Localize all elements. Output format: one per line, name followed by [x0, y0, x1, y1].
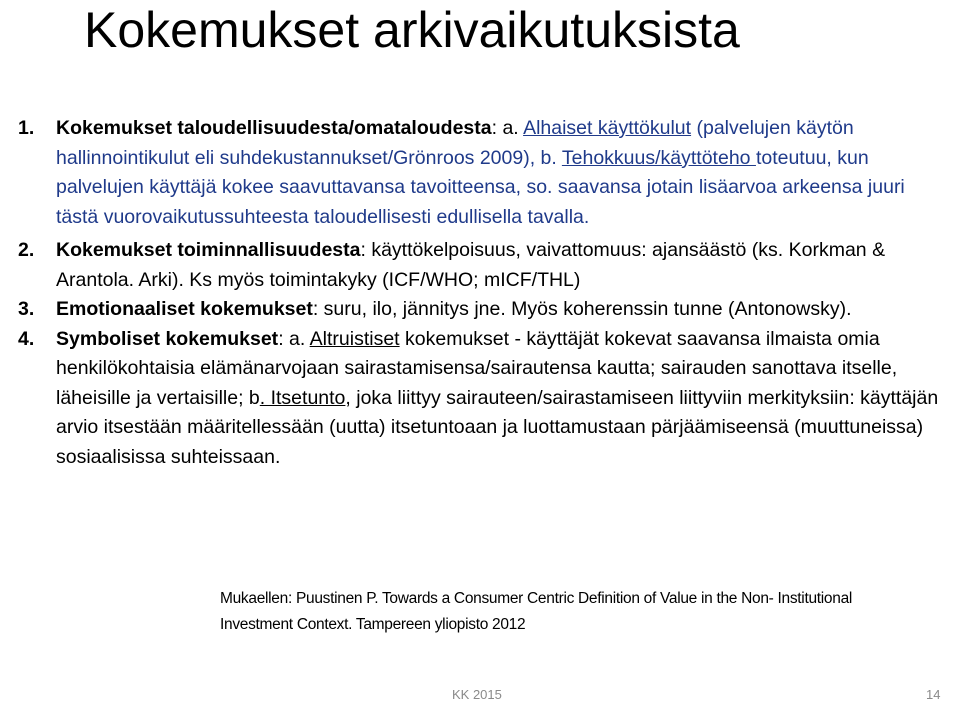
item-text: a. [497, 117, 524, 139]
list-item-2 [18, 236, 948, 295]
list-item-3 [18, 295, 948, 325]
item-heading: Emotionaaliset kokemukset [56, 298, 313, 320]
experience-list [18, 114, 948, 472]
item-heading: Kokemukset taloudellisuudesta/omataloudesta [56, 117, 492, 139]
item-text: , joka liittyy sairauteen/sairastamiseen liittyviin merkityksiin: käyttäjän arvio itsestään määritellessään (uutta) itsetuntoaan ja luottamustaan pärjäämiseensä (muuttuneissa) sosiaalisissa suhteissaan. [56, 386, 939, 468]
item-link-text: . Itsetunto [259, 386, 346, 409]
item-link-text: Tehokkuus/käyttöteho [561, 146, 756, 169]
item-number: 1. [18, 117, 35, 139]
item-text: (palvelujen käytön hallinnointikulut eli suhdekustannukset/Grönroos 2009), b. [56, 117, 854, 169]
item-number: 4. [18, 327, 35, 350]
list-item-1 [18, 114, 948, 232]
item-text: kokemukset - käyttäjät kokevat saavansa ilmaista omia henkilökohtaisia elämänarvojaan sairastamisensa/sairautensa kautta; sairauden sanottava itselle, läheisille ja vertaisille; b [56, 327, 898, 409]
slide-title: Kokemukset arkivaikutuksista [84, 2, 740, 58]
item-text: : a. [278, 327, 310, 350]
item-heading: Symboliset kokemukset [56, 327, 279, 350]
item-number: 2. [18, 239, 35, 261]
item-colon: : [491, 117, 498, 139]
item-link-text: Alhaiset käyttökulut [523, 117, 692, 139]
item-heading: Kokemukset toiminnallisuudesta [56, 239, 361, 261]
reference-line-2: Investment Context. Tampereen yliopisto 2012 [220, 616, 526, 633]
reference-note [220, 586, 852, 638]
item-number: 3. [18, 298, 35, 320]
item-link-text: Altruistiset [309, 327, 400, 350]
footer-label: KK 2015 [452, 687, 502, 702]
item-text: : käyttökelpoisuus, vaivattomuus: ajansäästö (ks. Korkman & Arantola. Arki). Ks myös toimintakyky (ICF/WHO; mICF/THL) [56, 239, 886, 291]
list-item-4 [18, 325, 948, 473]
item-text: toteutuu, kun palvelujen käyttäjä kokee saavuttavansa tavoitteensa, so. saavansa jotain lisäarvoa arkeensa juuri tästä vuorovaikutussuhteesta taloudellisesti edullisella tavalla. [56, 146, 905, 228]
reference-line-1: Mukaellen: Puustinen P. Towards a Consumer Centric Definition of Value in the Non- Institutional [220, 590, 853, 607]
item-text: : suru, ilo, jännitys jne. Myös koherenssin tunne (Antonowsky). [312, 298, 852, 320]
page-number: 14 [926, 687, 941, 702]
